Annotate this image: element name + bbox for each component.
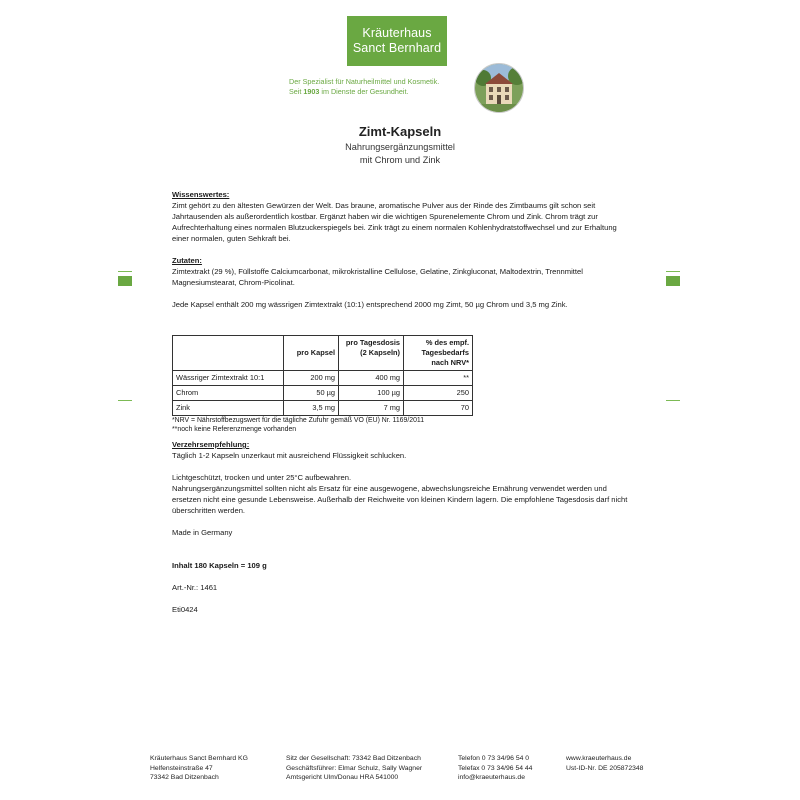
table-cell: ** [404, 371, 473, 386]
table-cell: Zink [173, 401, 284, 416]
reference-footnote: **noch keine Referenzmenge vorhanden [172, 426, 297, 433]
wissenswertes-text: Zimt gehört zu den ältesten Gewürzen der Welt. Das braune, aromatische Pulver aus der Rinde des Zimtbaums gilt schon seit Jahrtausenden als außerordentlich kostbar. Ergänzt haben wir die wichtigen Spurenelemente Chrom und Zink. Chrom trägt zur Aufrechterhaltung eines normalen Blutzuckerspiegels bei. Zink trägt zu einem normalen Kohlenhydratstoffwechsel und zur Erhaltung einer normalen, guten Sehkraft bei. [172, 201, 617, 243]
table-header-cell: % des empf. Tagesbedarfs nach NRV* [404, 336, 473, 371]
tagline-line-1: Der Spezialist für Naturheilmittel und Kosmetik. [289, 77, 440, 86]
table-row [173, 386, 473, 401]
footer-website-link[interactable]: www.kraeuterhaus.de [566, 755, 632, 762]
verzehr-heading: Verzehrsempfehlung: [172, 440, 250, 449]
brand-logo [347, 16, 447, 66]
table-cell: Chrom [173, 386, 284, 401]
footer-legal: Sitz der Gesellschaft: 73342 Bad Ditzenbach Geschäftsführer: Elmar Schulz, Sally Wagner Amtsgericht Ulm/Donau HRA 541000 [286, 755, 423, 781]
table-header-cell: pro Tagesdosis (2 Kapseln) [339, 336, 404, 371]
wissenswertes-heading: Wissenswertes: [172, 190, 230, 199]
footer-company: Kräuterhaus Sanct Bernhard KG Helfensteinstraße 47 73342 Bad Ditzenbach [150, 755, 248, 781]
label-content [172, 189, 632, 615]
left-fold-tick-lower [118, 400, 132, 401]
warning-text: Nahrungsergänzungsmittel sollten nicht als Ersatz für eine ausgewogene, abwechslungsreiche Ernährung verwendet werden und ersetzen nicht eine gesunde Lebensweise. Außerhalb der Reichweite von kleinen Kindern lagern. Die empfohlene Tagesdosis darf nicht überschritten werden. [172, 484, 628, 515]
table-cell: 250 [404, 386, 473, 401]
building-photo [474, 63, 524, 113]
tagline-line-2: Seit 1903 im Dienste der Gesundheit. [289, 86, 409, 96]
product-title: Zimt-Kapseln [358, 124, 442, 139]
zutaten-text: Zimtextrakt (29 %), Füllstoffe Calciumcarbonat, mikrokristalline Cellulose, Gelatine, Zinkgluconat, Maltodextrin, Trennmittel Magnesiumstearat, Chrom-Picolinat. [172, 267, 583, 287]
table-header-row [173, 336, 473, 371]
nutrition-table [172, 335, 473, 416]
table-row [173, 371, 473, 386]
per-capsule-text: Jede Kapsel enthält 200 mg wässrigen Zimtextrakt (10:1) entsprechend 2000 mg Zimt, 50 µg Chrom und 3,5 mg Zink. [172, 300, 568, 309]
product-subtitle: Nahrungsergänzungsmittel mit Chrom und Zink [345, 142, 455, 165]
table-cell: 50 µg [284, 386, 339, 401]
footer-email-link[interactable]: info@kraeuterhaus.de [458, 774, 525, 781]
table-header-cell: pro Kapsel [284, 336, 339, 371]
brand-tagline [289, 77, 469, 96]
verzehr-text: Täglich 1-2 Kapseln unzerkaut mit ausreichend Flüssigkeit schlucken. [172, 451, 407, 460]
origin-text: Made in Germany [172, 528, 233, 537]
zutaten-heading: Zutaten: [172, 256, 202, 265]
logo-line-2: Sanct Bernhard [352, 41, 442, 55]
right-green-marker [666, 276, 680, 286]
table-cell: 100 µg [339, 386, 404, 401]
logo-line-1: Kräuterhaus [362, 26, 432, 40]
storage-text: Lichtgeschützt, trocken und unter 25°C aufbewahren. [172, 473, 352, 482]
left-green-marker [118, 276, 132, 286]
table-cell: 200 mg [284, 371, 339, 386]
right-fold-tick [666, 271, 680, 272]
table-row [173, 401, 473, 416]
eti-code: Eti0424 [172, 605, 198, 614]
table-header-cell [173, 336, 284, 371]
table-cell: Wässriger Zimtextrakt 10:1 [173, 371, 284, 386]
left-fold-tick [118, 271, 132, 272]
table-cell: 400 mg [339, 371, 404, 386]
table-cell: 7 mg [339, 401, 404, 416]
footer-web: www.kraeuterhaus.de Ust-ID-Nr. DE 205872348 [566, 755, 644, 772]
table-cell: 70 [404, 401, 473, 416]
article-number: Art.-Nr.: 1461 [172, 583, 218, 592]
right-fold-tick-lower [666, 400, 680, 401]
footer-contact: Telefon 0 73 34/96 54 0 Telefax 0 73 34/96 54 44 info@kraeuterhaus.de [458, 755, 533, 781]
nrv-footnote: *NRV = Nährstoffbezugswert für die tägliche Zufuhr gemäß VO (EU) Nr. 1169/2011 [172, 417, 425, 424]
tagline-year: 1903 [303, 86, 320, 96]
table-cell: 3,5 mg [284, 401, 339, 416]
content-amount: Inhalt 180 Kapseln = 109 g [172, 561, 267, 570]
